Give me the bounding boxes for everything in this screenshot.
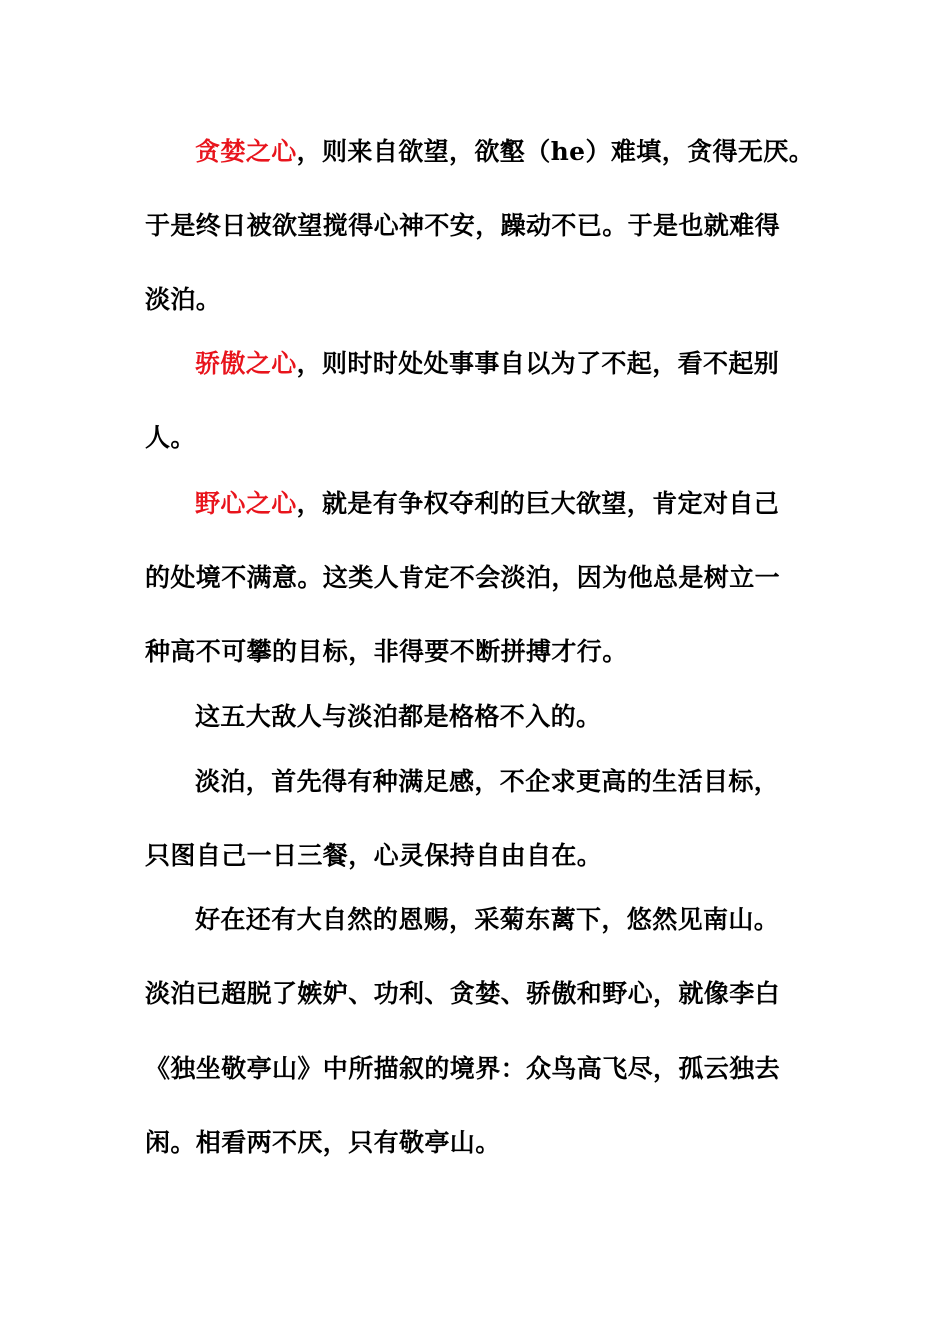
paragraph-6-line-4: 闲。相看两不厌，只有敬亭山。 <box>145 1128 501 1157</box>
paragraph-1-line-2: 于是终日被欲望搅得心神不安，躁动不已。于是也就难得 <box>145 211 781 240</box>
paragraph-2-line-2: 人。 <box>145 423 196 452</box>
paragraph-1-line-1 <box>195 137 814 167</box>
highlight-term-pride: 骄傲之心 <box>195 349 297 378</box>
highlight-term-greed: 贪婪之心 <box>195 137 297 166</box>
text-run: ，则来自欲望，欲壑（he）难填，贪得无厌。 <box>296 137 815 166</box>
highlight-term-ambition: 野心之心 <box>195 489 297 518</box>
paragraph-6-line-2: 淡泊已超脱了嫉妒、功利、贪婪、骄傲和野心，就像李白 <box>145 979 781 1008</box>
paragraph-3-line-1 <box>195 489 779 519</box>
paragraph-5-line-2: 只图自己一日三餐，心灵保持自由自在。 <box>145 841 603 870</box>
paragraph-4-line-1: 这五大敌人与淡泊都是格格不入的。 <box>195 702 602 731</box>
paragraph-6-line-3: 《独坐敬亭山》中所描叙的境界：众鸟高飞尽，孤云独去 <box>145 1054 781 1083</box>
paragraph-1-line-3: 淡泊。 <box>145 285 222 314</box>
paragraph-5-line-1: 淡泊，首先得有种满足感，不企求更高的生活目标， <box>195 767 780 796</box>
paragraph-2-line-1 <box>195 349 779 379</box>
paragraph-3-line-2: 的处境不满意。这类人肯定不会淡泊，因为他总是树立一 <box>145 563 781 592</box>
text-run: ，就是有争权夺利的巨大欲望，肯定对自己 <box>296 489 780 518</box>
text-run: ，则时时处处事事自以为了不起，看不起别 <box>296 349 780 378</box>
paragraph-3-line-3: 种高不可攀的目标，非得要不断拼搏才行。 <box>145 637 628 666</box>
paragraph-6-line-1: 好在还有大自然的恩赐，采菊东蓠下，悠然见南山。 <box>195 905 780 934</box>
